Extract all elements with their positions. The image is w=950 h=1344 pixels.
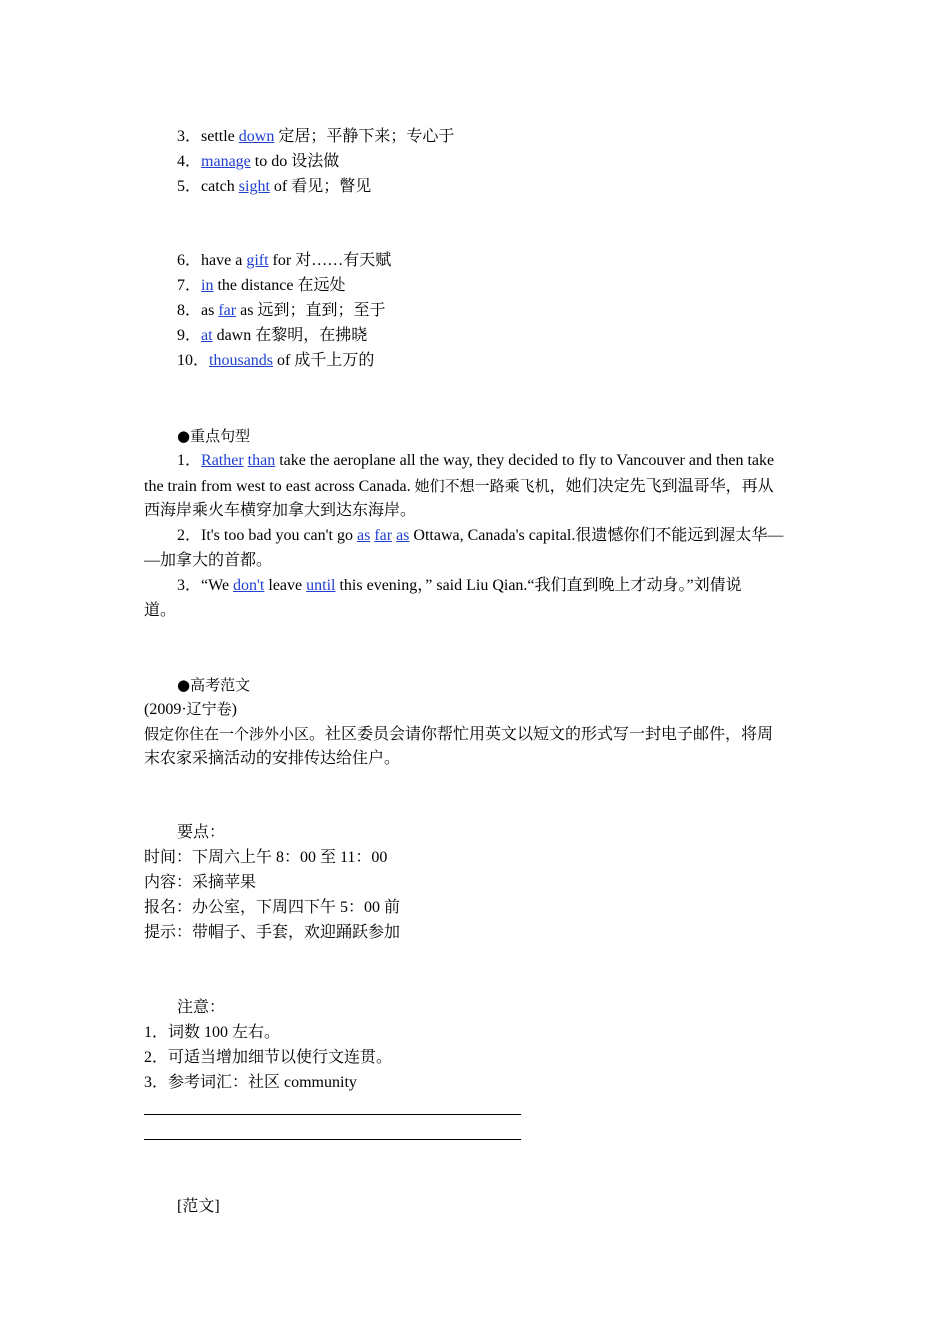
phrase-item: 7．in the distance 在远处 [177, 277, 346, 294]
answer-blank: sight [238, 178, 270, 195]
phrase-item: 5．catch sight of 看见；瞥见 [177, 178, 372, 195]
answer-blank: don't [233, 577, 265, 594]
answer-blank: at [201, 327, 213, 344]
phrase-item: 4．manage to do 设法做 [177, 153, 340, 170]
phrase-item: 6．have a gift for 对……有天赋 [177, 252, 392, 269]
points-title: 要点： [177, 824, 226, 841]
answer-blank: gift [246, 252, 269, 269]
note-item: 2．可适当增加细节以使行文连贯。 [144, 1049, 393, 1066]
answer-blank: far [218, 302, 237, 319]
sentence-3-line-2: 道。 [144, 602, 177, 619]
phrase-item: 9．at dawn 在黎明，在拂晓 [177, 327, 368, 344]
essay-source: (2009·辽宁卷) [144, 700, 237, 718]
phrase-item: 10．thousands of 成千上万的 [177, 352, 375, 369]
phrase-item: 8．as far as 远到；直到；至于 [177, 302, 386, 319]
phrase-item: 3．settle down 定居；平静下来；专心于 [177, 128, 455, 145]
sentence-2-line-2: —加拿大的首都。 [144, 552, 273, 569]
essay-prompt-line-1: 假定你住在一个涉外小区。社区委员会请你帮忙用英文以短文的形式写一封电子邮件，将周 [144, 725, 774, 743]
point-item: 提示：带帽子、手套，欢迎踊跃参加 [144, 924, 401, 941]
sentence-1-line-1: 1．Rather than take the aeroplane all the way, they decided to fly to Vancouver and then take [177, 452, 775, 469]
answer-blank: far [374, 527, 393, 544]
answer-line [144, 1114, 521, 1115]
answer-blank: Rather [201, 452, 244, 469]
sentence-3-line-1: 3．“We don't leave until this evening，” said Liu Qian.“我们直到晚上才动身。”刘倩说 [177, 577, 742, 594]
notes-title: 注意： [177, 999, 226, 1016]
point-item: 时间：下周六上午 8：00 至 11：00 [144, 849, 388, 866]
section-heading: ●重点句型 [177, 427, 251, 445]
answer-blank: down [238, 128, 275, 145]
point-item: 内容：采摘苹果 [144, 874, 257, 891]
note-item: 1．词数 100 左右。 [144, 1024, 281, 1041]
sentence-1-line-2: the train from west to east across Canada. 她们不想一路乘飞机，她们决定先飞到温哥华，再从 [144, 477, 774, 495]
note-item: 3．参考词汇：社区 community [144, 1074, 357, 1091]
answer-line [144, 1139, 521, 1140]
point-item: 报名：办公室，下周四下午 5：00 前 [144, 899, 401, 916]
essay-prompt-line-2: 末农家采摘活动的安排传达给住户。 [144, 750, 401, 767]
answer-blank: until [306, 577, 336, 594]
sentence-2-line-1: 2．It's too bad you can't go as far as Ottawa, Canada's capital.很遗憾你们不能远到渥太华— [177, 527, 784, 544]
model-essay-label: [范文] [177, 1198, 220, 1215]
answer-blank: manage [201, 153, 251, 170]
answer-blank: as [356, 527, 371, 544]
answer-blank: as [396, 527, 410, 544]
sentence-1-line-3: 西海岸乘火车横穿加拿大到达东海岸。 [144, 502, 417, 519]
answer-blank: in [201, 277, 214, 294]
section-heading: ●高考范文 [177, 676, 251, 694]
answer-blank: than [247, 452, 276, 469]
answer-blank: thousands [209, 352, 274, 369]
